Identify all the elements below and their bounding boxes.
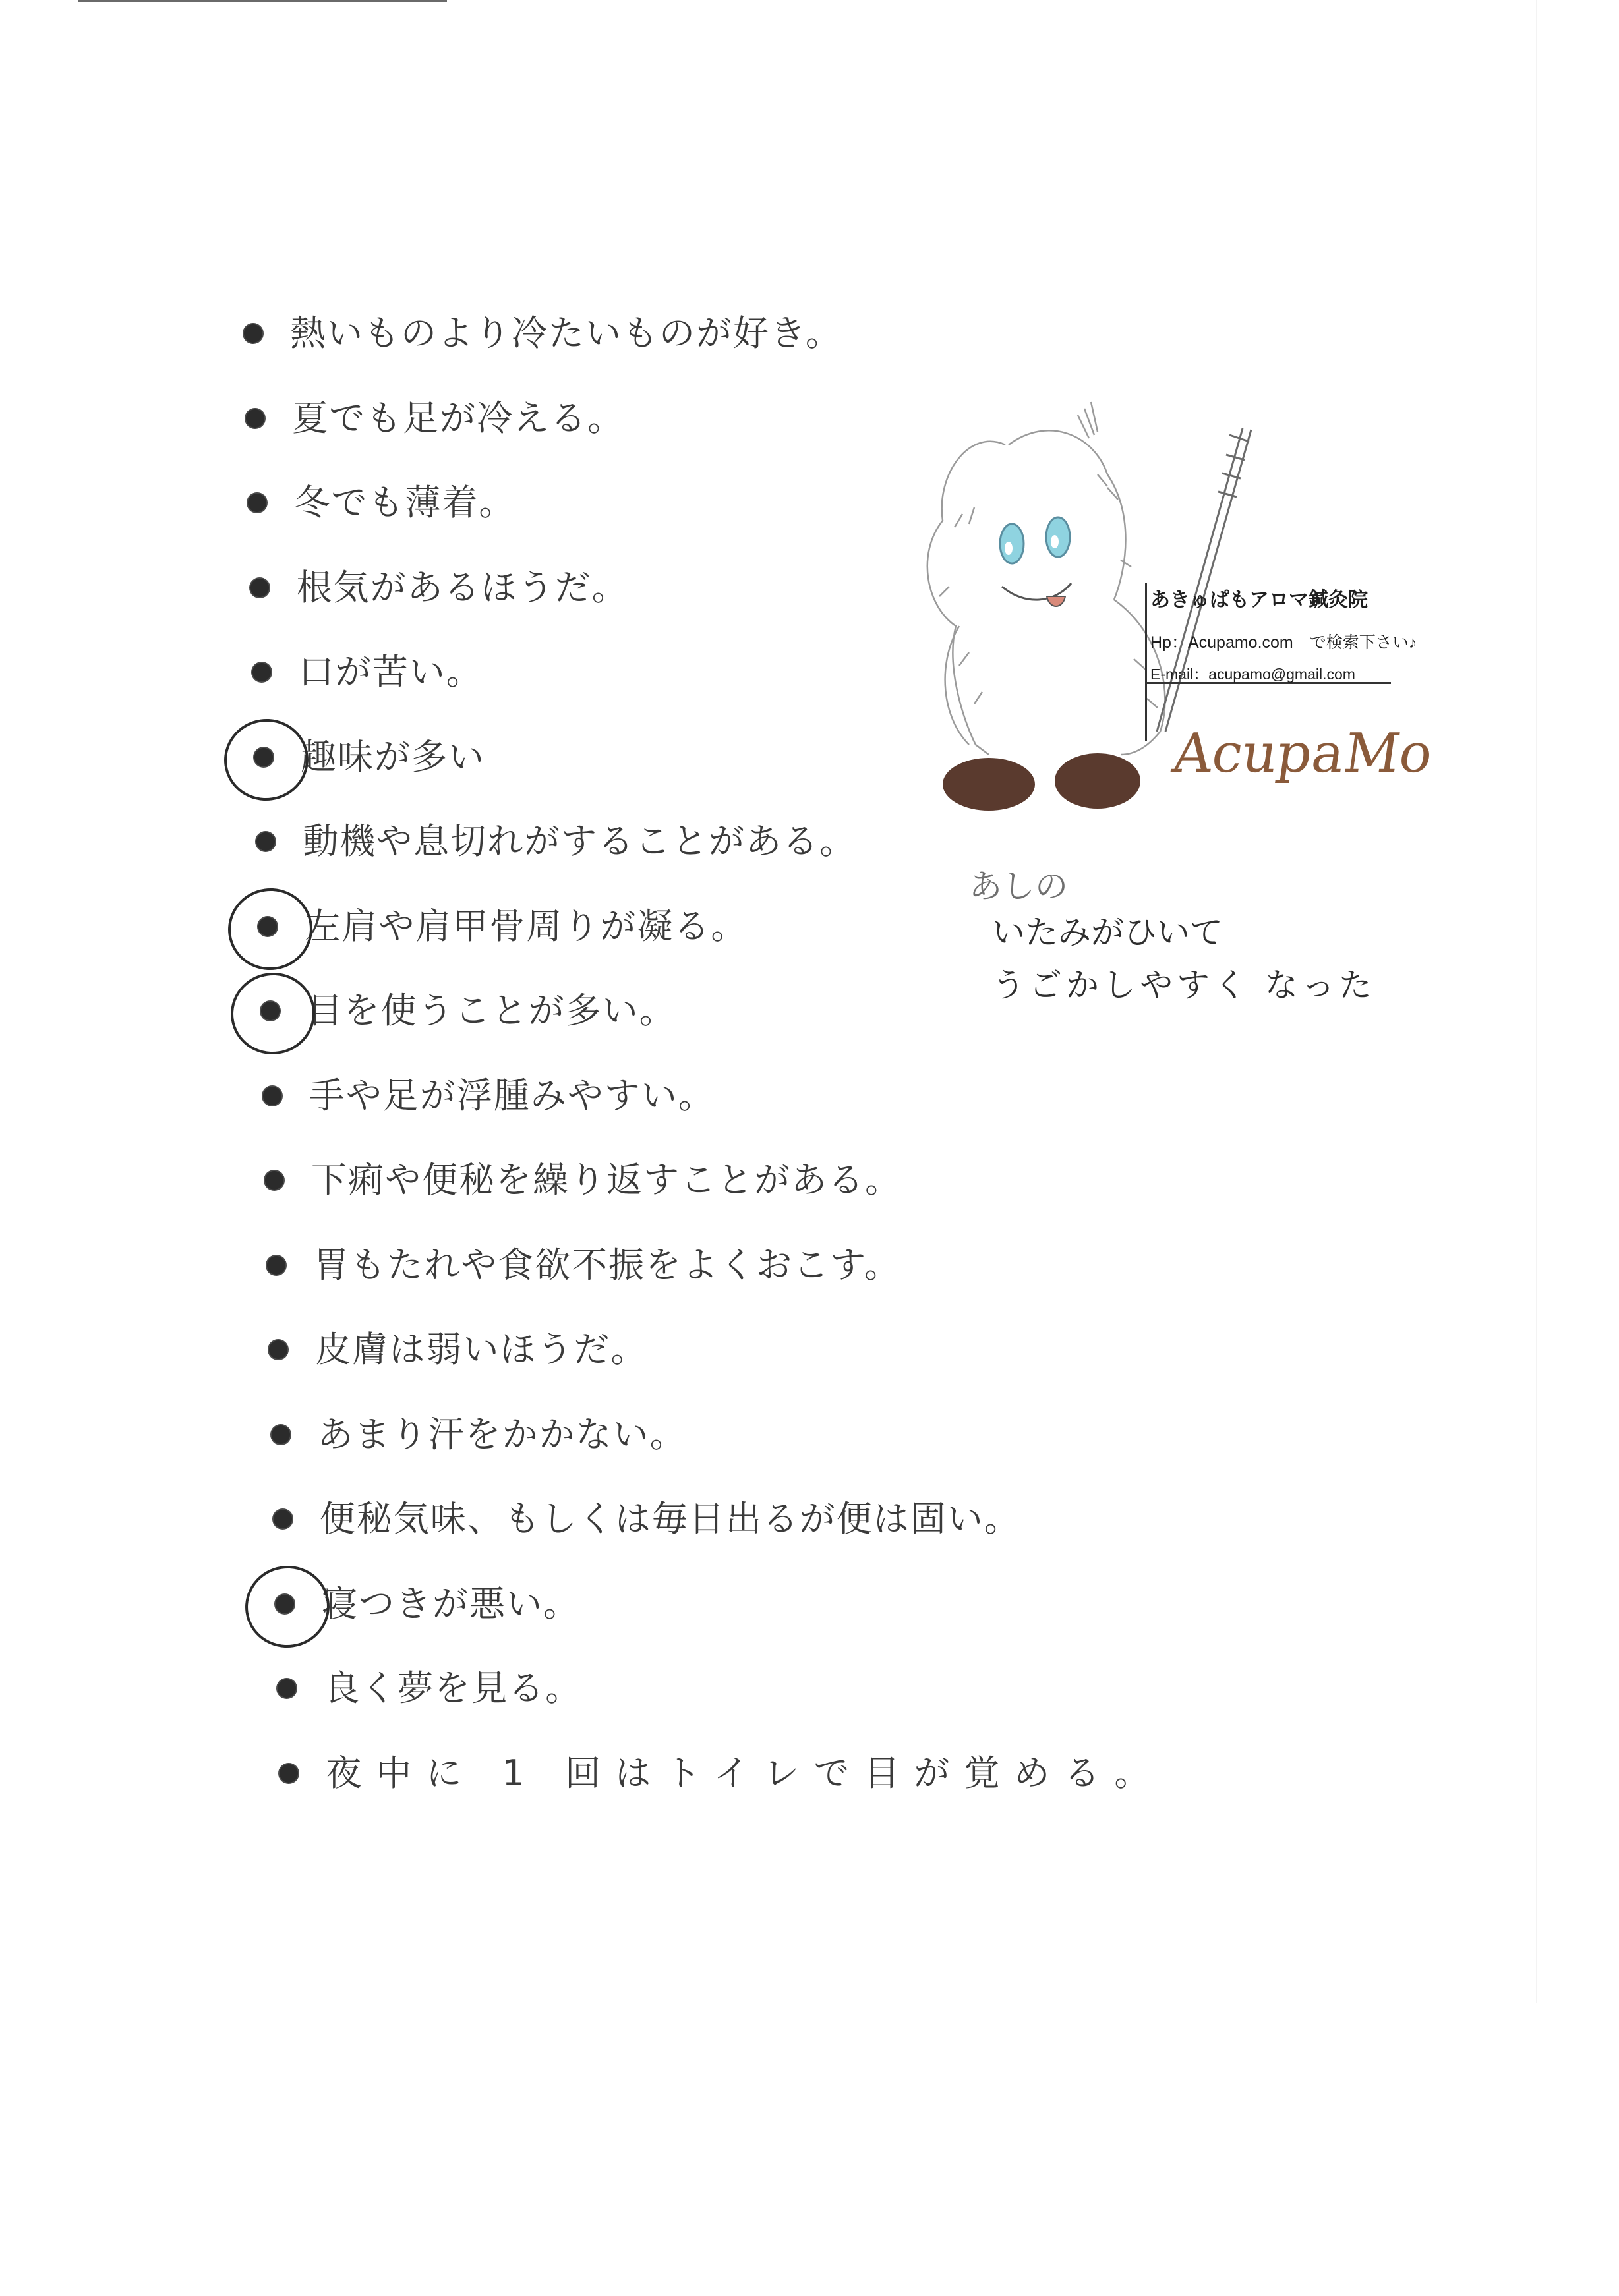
checklist-item (252, 646, 483, 699)
checklist-item-text: 熱いものより冷たいものが好き。 (290, 312, 842, 354)
bullet-icon (248, 494, 266, 512)
checklist-item (280, 1747, 1164, 1800)
page-edge (1536, 0, 1537, 2003)
bullet-icon (256, 832, 275, 851)
checklist-item-text: 寝つきが悪い。 (322, 1582, 580, 1624)
checklist-item (248, 476, 515, 529)
bullet-icon (280, 1764, 298, 1783)
checklist-item (272, 1408, 687, 1461)
bullet-icon (267, 1256, 285, 1275)
bullet-icon (278, 1679, 296, 1698)
handwritten-note-line-3: うごかしやすく なった (992, 966, 1376, 1004)
checklist-item (246, 392, 624, 445)
clinic-homepage: Hp：Acupamo.com で検索下さい♪ (1150, 633, 1417, 652)
top-rule (78, 0, 447, 2)
bullet-icon (252, 663, 271, 681)
checklist-item-text: 良く夢を見る。 (324, 1667, 583, 1709)
checklist-item (258, 900, 748, 953)
checklist-item (261, 985, 676, 1037)
checklist-item (274, 1493, 1021, 1545)
checklist-item (244, 307, 842, 360)
checklist-item-text: 目を使うことが多い。 (307, 990, 676, 1031)
hand-drawn-circle-mark (225, 967, 320, 1060)
clinic-name: あきゅぱもアロマ鍼灸院 (1150, 589, 1368, 611)
bullet-icon (246, 409, 264, 428)
handwritten-note-line-2: いたみがひいて (992, 913, 1223, 952)
checklist-item-text: 手や足が浮腫みやすい。 (309, 1074, 715, 1116)
checklist-item-text: 根気があるほうだ。 (296, 566, 629, 608)
hand-drawn-circle-mark (219, 713, 314, 806)
checklist-item-text: 夜中に 1 回はトイレで目が覚める。 (326, 1752, 1165, 1794)
checklist-item (256, 815, 856, 868)
checklist-item (278, 1662, 582, 1715)
checklist-item-text: 冬でも薄着。 (294, 482, 516, 523)
hand-drawn-circle-mark (223, 882, 318, 975)
bullet-icon (272, 1425, 290, 1444)
checklist-item-text: 皮膚は弱いほうだ。 (315, 1329, 648, 1370)
checklist-item-text: 左肩や肩甲骨周りが凝る。 (305, 905, 748, 947)
checklist-item-text: あまり汗をかかない。 (317, 1413, 687, 1455)
checklist-item-text: 夏でも足が冷える。 (292, 397, 625, 439)
bullet-icon (250, 579, 269, 597)
checklist-item-text: 便秘気味、もしくは毎日出るが便は固い。 (319, 1498, 1021, 1539)
checklist-item (265, 1154, 902, 1207)
checklist-item-text: 口が苦い。 (298, 651, 483, 693)
checklist-item-text: 下痢や便秘を繰り返すことがある。 (311, 1159, 902, 1201)
checklist-item (269, 1323, 647, 1376)
checklist-item-text: 動機や息切れがすることがある。 (303, 820, 857, 862)
checklist-item (267, 1239, 901, 1292)
acupamo-signature: AcupaMo (1169, 722, 1437, 785)
bullet-icon (263, 1087, 281, 1105)
checklist-item-text: 胃もたれや食欲不振をよくおこす。 (313, 1244, 901, 1286)
bullet-icon (274, 1510, 292, 1528)
hand-drawn-circle-mark (240, 1560, 335, 1653)
clinic-stamp-card (1150, 583, 1417, 735)
bullet-icon (244, 324, 262, 343)
stamp-vertical-rule (1145, 583, 1147, 741)
bullet-icon (269, 1340, 287, 1359)
clinic-email: E-mail：acupamo@gmail.com (1150, 666, 1355, 683)
bullet-icon (265, 1171, 283, 1190)
handwritten-note-line-1: あしの (969, 867, 1068, 905)
checklist-item (250, 561, 629, 614)
checklist-item-text: 趣味が多い (301, 735, 485, 778)
checklist-item (263, 1070, 715, 1122)
